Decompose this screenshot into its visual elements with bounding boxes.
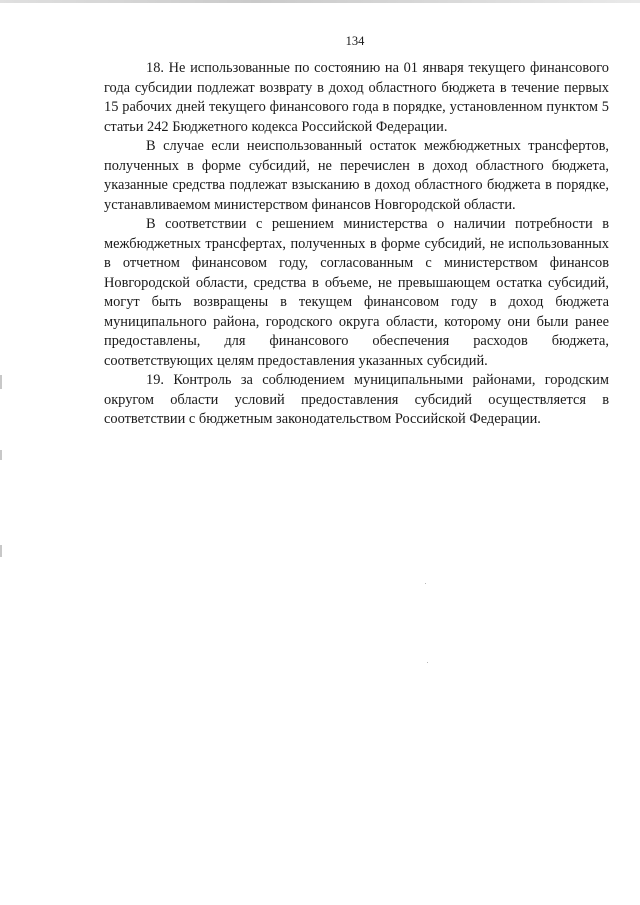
paragraph-item-19: 19. Контроль за соблюдением муниципальными районами, городским округом области условий предоставления субсидий осуществляется в соответствии с бюджетным законодательством Российской Федерации. [104, 372, 609, 427]
paragraph-untransferred-balance: В случае если неиспользованный остаток межбюджетных трансфертов, полученных в форме субсидий, не перечислен в доход областного бюджета, указанные средства подлежат взысканию в доход областного бюджета в порядке, устанавливаемом министерством финансов Новгородской области. [104, 138, 609, 213]
scan-left-edge-mark [0, 450, 2, 460]
scan-top-edge [0, 0, 640, 3]
paragraph-return-of-funds: В соответствии с решением министерства о наличии потребности в межбюджетных трансфертах, полученных в форме субсидий, не использованных в отчетном финансовом году, согласованным с министерством финансов Новгородской области, средства в объеме, не превышающем остатка субсидий, могут быть возвращены в текущем финансовом году в доход бюджета муниципального района, городского округа области, которому они были ранее предоставлены, для финансового обеспечения расходов бюджета, соответствующих целям предоставления указанных субсидий. [104, 216, 609, 369]
document-body [104, 59, 609, 430]
page-number: 134 [345, 34, 365, 48]
paragraph-item-18: 18. Не использованные по состоянию на 01 января текущего финансового года субсидии подлежат возврату в доход областного бюджета в течение первых 15 рабочих дней текущего финансового года в порядке, установленном пунктом 5 статьи 242 Бюджетного кодекса Российской Федерации. [104, 60, 609, 135]
scan-speck [427, 662, 428, 663]
scan-left-edge-mark [0, 545, 2, 557]
scan-left-edge-mark [0, 375, 2, 389]
scan-speck [425, 583, 426, 584]
